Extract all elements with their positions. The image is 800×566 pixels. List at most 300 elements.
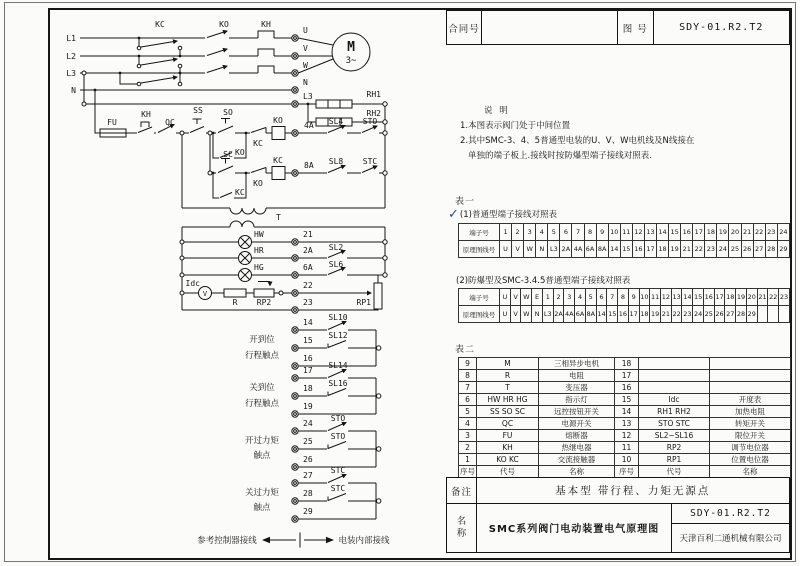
terminal-cell: 15 [693,289,704,306]
label-ko-nc: KO [253,179,263,188]
component-name-right: 调节电位器 [710,442,791,454]
component-seq-right: 13 [615,418,639,430]
component-seq-left: 8 [459,370,477,382]
motor-phase: 3~ [345,56,357,66]
component-name-right [710,370,791,382]
label-t: T [276,213,281,222]
wire-cell: 4A [572,241,584,258]
contract-no-value [481,10,619,45]
wire-cell: 22 [693,241,705,258]
label-rp2: RP2 [256,298,272,307]
lamp-hr [239,252,252,265]
component-name-right: 加热电阻 [710,406,791,418]
label-sl14: SL14 [328,361,348,370]
terminal-label-v: V [303,44,308,53]
wire-cell: 27 [725,306,736,323]
terminal-label-23: 23 [303,298,313,307]
terminal-label-29: 29 [303,507,313,516]
label-hg: HG [254,263,264,272]
label-r: R [232,298,238,307]
wire-cell: 26 [714,306,725,323]
name-label-char2: 称 [456,527,467,539]
wire-cell: 24 [693,306,704,323]
terminal-label-19: 19 [303,402,313,411]
component-seq-left: 序号 [460,467,475,476]
label-sl2: SL2 [328,243,344,252]
terminal-cell: 10 [608,224,620,241]
group-label-close-torque: 关过力矩 [244,488,280,498]
group-label-close-travel: 关到位 [249,383,275,393]
drawing-no-label: 图 号 [617,10,655,45]
label-sl12: SL12 [328,331,348,340]
terminal-cell: U [500,289,511,306]
lamp-hw [239,236,252,249]
wire-cell: N [536,241,548,258]
terminal-label-n: N [303,78,308,87]
component-name-left: 交流接触器 [539,454,615,466]
wire-cell: 29 [777,241,789,258]
terminal-label-4a: 4A [304,121,314,130]
terminal-number-row [459,224,790,241]
table1-sub2-title: (2)防爆型及SMC-3.4.5普通型端子接线对照表 [456,276,631,286]
group-label-close-torque2: 触点 [253,503,271,513]
component-table [458,357,791,478]
terminal-label-15: 15 [303,336,313,345]
terminal-label-u: U [303,26,308,35]
terminal-cell: 19 [736,289,747,306]
label-hw: HW [254,230,264,239]
label-fu: FU [107,118,117,127]
wire-cell: V [510,306,521,323]
terminal-cell: 1 [500,224,512,241]
remark-value: 基本型 带行程、力矩无源点 [476,477,791,504]
wire-cell: 14 [608,241,620,258]
terminal-label-17: 17 [303,366,313,375]
wire-number-row [459,241,790,258]
component-seq-left: 3 [459,430,477,442]
label-sto-ctrl: STO [362,117,378,126]
component-row [459,358,791,370]
wire-cell: 15 [620,241,632,258]
component-name-right: 名称 [710,466,791,478]
potentiometer-rp1 [374,283,382,309]
wire-cell: 8A [585,306,596,323]
travel-contacts-open-group [245,313,376,366]
indicator-lamp-circuit [182,230,385,282]
terminal-label-22: 22 [303,281,313,290]
wire-row-header: 原理图线号 [459,306,500,323]
terminal-cell: 23 [765,224,777,241]
wire-cell: 25 [703,306,714,323]
terminal-row-header: 端子号 [459,289,500,306]
terminal-cell: 20 [746,289,757,306]
component-seq-right: 16 [615,382,639,394]
table1-sub1-title: (1)普通型端子接线对照表 [459,210,557,220]
component-code-right [639,382,710,394]
component-name-left: 电源开关 [539,418,615,430]
component-name-right: 转矩开关 [710,418,791,430]
terminal-row-header: 端子号 [459,224,500,241]
label-kc-aux: KC [235,188,245,197]
terminal-cell: 22 [753,224,765,241]
component-seq-left: 1 [459,454,477,466]
drawing-no-value: SDY-01.R2.T2 [653,10,791,45]
wire-cell: 18 [639,306,650,323]
terminal-cell: 13 [671,289,682,306]
component-code-left: FU [477,430,539,442]
terminal-label-l3: L3 [303,92,313,101]
wire-cell: 23 [682,306,693,323]
terminal-label-6a: 6A [303,263,313,272]
wire-cell: 16 [618,306,629,323]
component-row [459,466,791,478]
component-row [459,382,791,394]
terminal-cell: 11 [620,224,632,241]
wire-cell: U [500,306,511,323]
wire-cell: 4A [564,306,575,323]
terminal-cell: 4 [575,289,586,306]
component-code-left: KH [477,442,539,454]
label-ko-aux: KO [235,148,245,157]
terminal-cell: 24 [777,224,789,241]
wire-cell: 28 [736,306,747,323]
terminal-cell: 16 [703,289,714,306]
remark-label: 备注 [446,477,477,504]
wire-cell: 21 [661,306,672,323]
terminal-cell: 15 [669,224,681,241]
component-code-left: T [477,382,539,394]
label-kc: KC [155,20,165,29]
legend-right-text: 电装内部接线 [338,536,390,546]
component-name-left: 电阻 [539,370,615,382]
terminal-label-27: 27 [303,471,313,480]
terminal-label-26: 26 [303,455,313,464]
wire-cell: 17 [644,241,656,258]
label-sto-2: STO [330,432,346,441]
label-idc: Idc [185,279,200,288]
component-code-left: 代号 [477,466,539,478]
terminal-label-16: 16 [303,354,313,363]
terminal-table-explosionproof [458,288,790,323]
component-name-left: 指示灯 [539,394,615,406]
group-label-open-travel: 开到位 [249,335,275,345]
terminal-cell: 9 [596,224,608,241]
component-code-right: RP1 [639,454,710,466]
label-qc: QC [165,118,175,127]
note-line-2: 2.其中SMC-3、4、5普通型电装的U、V、W电机线及N线接在 [460,136,695,146]
label-rp1: RP1 [356,298,371,307]
terminal-cell: 10 [639,289,650,306]
label-kc-coil: KC [273,156,283,165]
contract-no-label: 合同号 [446,10,482,45]
label-sl10: SL10 [328,313,348,322]
heater-rh1 [316,100,352,108]
terminal-label-2a: 2A [303,246,313,255]
label-stc-1: STC [330,466,346,475]
note-line-3: 单独的端子板上.接线时按防爆型端子接线对照表. [468,151,652,161]
component-seq-right: 18 [615,358,639,370]
info-panel [446,0,790,566]
label-l3: L3 [66,69,76,78]
wire-cell: U [500,241,512,258]
component-code-right: Idc [639,394,710,406]
terminal-cell: 7 [607,289,618,306]
label-l2: L2 [66,52,76,61]
wire-cell: 23 [705,241,717,258]
table2-section-label: 表二 [455,345,476,355]
terminal-cell: 4 [536,224,548,241]
wire-cell: 26 [741,241,753,258]
terminal-cell: 6 [596,289,607,306]
terminal-cell: 3 [524,224,536,241]
component-name-right [710,358,791,370]
note-line-1: 1.本图表示阀门处于中间位置 [460,121,571,131]
legend-arrow-left [262,537,270,543]
component-code-left: M [477,358,539,370]
component-seq-right: 12 [615,430,639,442]
legend-left-text: 参考控制器接线 [197,536,257,546]
terminal-label-21: 21 [303,230,313,239]
component-seq-left: 2 [459,442,477,454]
component-row [459,454,791,466]
component-code-left: R [477,370,539,382]
terminal-cell: 5 [585,289,596,306]
component-row [459,430,791,442]
terminal-cell: 17 [693,224,705,241]
component-row [459,418,791,430]
terminal-cell: 3 [564,289,575,306]
component-seq-right: 10 [615,454,639,466]
wire-cell: 29 [746,306,757,323]
wire-cell: 8A [596,241,608,258]
label-stc-ctrl: STC [362,157,378,166]
position-feedback-circuit [182,275,385,310]
component-seq-right: 14 [615,406,639,418]
label-l1: L1 [66,34,76,43]
terminal-label-w: W [303,61,308,70]
motor-letter: M [347,40,355,55]
label-sto-1: STO [330,414,346,423]
label-sl4: SL4 [328,117,344,126]
wire-cell: 2A [560,241,572,258]
wire-cell: 19 [669,241,681,258]
component-code-left: SS SO SC [477,406,539,418]
group-label-open-torque2: 触点 [253,451,271,461]
terminal-cell: 5 [548,224,560,241]
wire-cell [779,306,790,323]
component-name-left: 熔断器 [539,430,615,442]
drawing-no-bottom: SDY-01.R2.T2 [671,503,790,525]
terminal-cell: 1 [542,289,553,306]
terminal-cell: E [532,289,543,306]
label-ko: KO [219,20,229,29]
component-row [459,370,791,382]
component-name-left: 变压器 [539,382,615,394]
wire-cell: L3 [542,306,553,323]
wire-cell: W [524,241,536,258]
component-code-right: RH1 RH2 [639,406,710,418]
terminal-cell: 20 [729,224,741,241]
wire-cell: W [521,306,532,323]
terminal-cell: 16 [681,224,693,241]
terminal-number-row [459,289,790,306]
potentiometer-rp2 [254,289,274,297]
name-label-char1: 名 [456,515,467,527]
wire-cell: N [532,306,543,323]
component-seq-right: 17 [615,370,639,382]
company-name: 天津百利二通机械有限公司 [671,523,790,553]
contactor-coil-kc [272,167,285,180]
label-sc: SC [223,150,233,159]
wire-cell: 14 [596,306,607,323]
table1-section-label: 表一 [455,197,476,207]
wire-number-row [459,306,790,323]
group-label-open-travel2: 行程触点 [244,351,280,361]
component-code-right [639,358,710,370]
component-code-right: 代号 [639,466,710,478]
wire-cell: 24 [717,241,729,258]
label-sl6: SL6 [328,260,344,269]
label-ko-coil: KO [273,116,283,125]
label-hr: HR [254,246,264,255]
wire-row-header: 原理图线号 [459,241,500,258]
component-code-right: STO STC [639,418,710,430]
component-name-left: 热继电器 [539,442,615,454]
wire-cell: 21 [681,241,693,258]
component-seq-left: 4 [459,418,477,430]
component-code-right [639,370,710,382]
legend-arrow-right [326,537,334,543]
wire-cell: L3 [548,241,560,258]
terminal-label-8a: 8A [304,161,314,170]
terminal-cell: 6 [560,224,572,241]
label-kc-nc: KC [253,139,263,148]
terminal-cell: 11 [650,289,661,306]
terminal-cell: 14 [657,224,669,241]
wiring-legend [197,533,390,548]
terminal-cell: 18 [705,224,717,241]
terminal-cell: 21 [741,224,753,241]
label-sl8: SL8 [328,157,344,166]
group-label-open-torque: 开过力矩 [244,436,280,446]
wire-cell [757,306,768,323]
component-row [459,394,791,406]
wire-cell: 2A [553,306,564,323]
terminal-table-standard [458,223,790,258]
terminal-cell: 21 [757,289,768,306]
terminal-label-24: 24 [303,419,313,428]
component-seq-left: 6 [459,394,477,406]
component-seq-right: 11 [615,442,639,454]
component-name-right: 限位开关 [710,430,791,442]
terminal-label-28: 28 [303,489,313,498]
terminal-cell: 18 [725,289,736,306]
component-code-left: KO KC [477,454,539,466]
name-label [446,503,477,553]
terminal-label-25: 25 [303,437,313,446]
terminal-cell: 12 [661,289,672,306]
label-kh-contact: KH [141,110,151,119]
component-code-left: QC [477,418,539,430]
component-seq-left: 7 [459,382,477,394]
terminal-cell: 8 [584,224,596,241]
wire-cell: 22 [671,306,682,323]
wire-cell: 18 [657,241,669,258]
terminal-cell: 7 [572,224,584,241]
terminal-cell: 23 [779,289,790,306]
component-code-left: HW HR HG [477,394,539,406]
wire-cell: 6A [584,241,596,258]
component-row [459,442,791,454]
transformer [182,208,385,310]
label-rh1: RH1 [366,90,381,99]
component-seq-left: 5 [459,406,477,418]
terminal-label-18: 18 [303,384,313,393]
wire-cell: 28 [765,241,777,258]
table1-sub1-title-row [448,206,557,221]
wire-cell [768,306,779,323]
notes-title: 说 明 [484,106,510,116]
lamp-hg [239,269,252,282]
component-code-right: SL2~SL16 [639,430,710,442]
resistor-r [224,289,246,297]
terminal-cell: 2 [512,224,524,241]
label-sl16: SL16 [328,379,348,388]
terminal-cell: 8 [618,289,629,306]
power-circuit [66,20,370,95]
terminal-points [292,35,298,522]
wire-cell: 15 [607,306,618,323]
terminal-cell: 17 [714,289,725,306]
component-seq-left: 9 [459,358,477,370]
torque-contacts-close-group [245,466,376,519]
label-rh2: RH2 [366,109,381,118]
terminal-cell: 19 [717,224,729,241]
terminal-cell: 22 [768,289,779,306]
wire-cell: 19 [650,306,661,323]
contactor-coil-ko [272,127,285,140]
component-seq-right: 15 [615,394,639,406]
terminal-cell: 13 [644,224,656,241]
label-n: N [71,86,76,95]
travel-contacts-close-group [245,361,376,414]
terminal-cell: V [510,289,521,306]
wire-cell: V [512,241,524,258]
component-code-right: RP2 [639,442,710,454]
component-name-right: 位置电位器 [710,454,791,466]
component-name-left: 三相异步电机 [539,358,615,370]
wire-cell: 25 [729,241,741,258]
component-seq-right: 序号 [615,466,639,478]
component-name-left: 远控按钮开关 [539,406,615,418]
component-name-right [710,382,791,394]
group-label-close-travel2: 行程触点 [244,399,280,409]
wire-cell: 16 [632,241,644,258]
label-ss: SS [193,106,203,115]
component-row [459,406,791,418]
terminal-cell: 12 [632,224,644,241]
meter-letter-v: V [202,290,208,298]
terminal-label-14: 14 [303,318,313,327]
component-name-right: 开度表 [710,394,791,406]
component-name-left: 名称 [539,466,615,478]
terminal-cell: W [521,289,532,306]
check-mark: ✓ [448,207,459,222]
wire-cell: 27 [753,241,765,258]
terminal-cell: 14 [682,289,693,306]
terminal-cell: 2 [553,289,564,306]
torque-contacts-open-group [245,414,376,467]
